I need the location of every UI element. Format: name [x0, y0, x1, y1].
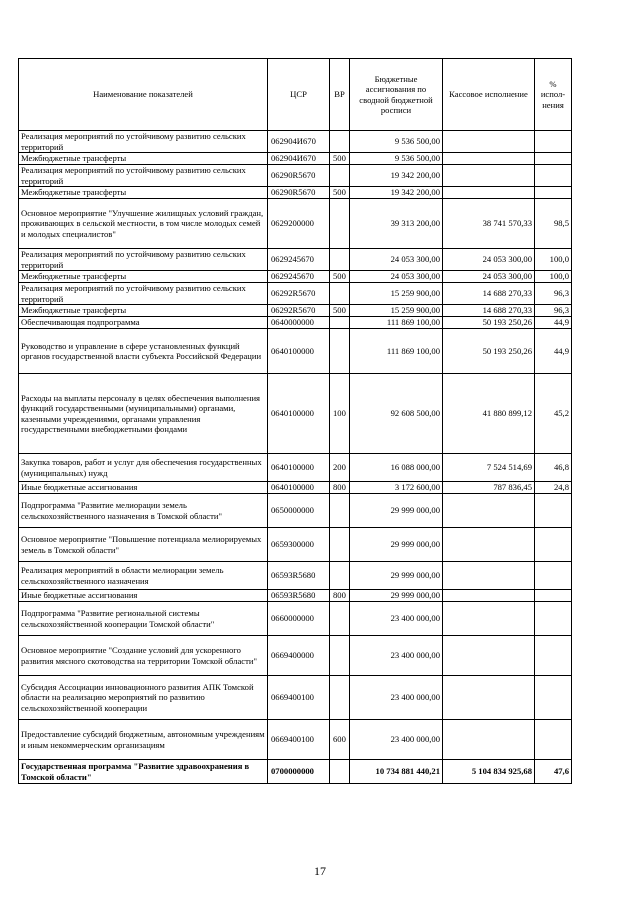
row-csr: 062904И670	[268, 153, 330, 165]
row-percent: 44,9	[535, 329, 572, 374]
row-budget: 9 536 500,00	[350, 131, 443, 153]
row-vr: 200	[330, 454, 350, 482]
row-percent: 98,5	[535, 199, 572, 249]
header-budget: Бюджетные ассигнования по сводной бюджетной росписи	[350, 59, 443, 131]
row-percent	[535, 165, 572, 187]
row-csr: 06292R5670	[268, 283, 330, 305]
row-name: Основное мероприятие "Улучшение жилищных условий граждан, проживающих в сельской местности, в том числе молодых семей и молодых специалистов"	[19, 199, 268, 249]
row-name: Государственная программа "Развитие здравоохранения в Томской области"	[19, 760, 268, 784]
row-csr: 0640100000	[268, 374, 330, 454]
row-budget: 39 313 200,00	[350, 199, 443, 249]
row-name: Обеспечивающая подпрограмма	[19, 317, 268, 329]
budget-execution-table	[18, 58, 572, 784]
row-name: Реализация мероприятий по устойчивому развитию сельских территорий	[19, 249, 268, 271]
row-budget: 23 400 000,00	[350, 602, 443, 636]
row-percent: 44,9	[535, 317, 572, 329]
page-number: 17	[314, 864, 326, 878]
row-percent	[535, 720, 572, 760]
row-cash: 24 053 300,00	[443, 271, 535, 283]
row-percent	[535, 187, 572, 199]
table-row	[19, 454, 572, 482]
row-name: Основное мероприятие "Создание условий для ускоренного развития мясного скотоводства на территории Томской области"	[19, 636, 268, 676]
row-budget: 29 999 000,00	[350, 590, 443, 602]
row-cash	[443, 602, 535, 636]
header-percent: % испол-нения	[535, 59, 572, 131]
row-csr: 0629245670	[268, 271, 330, 283]
row-cash	[443, 131, 535, 153]
row-vr: 600	[330, 720, 350, 760]
row-name: Руководство и управление в сфере установленных функций органов государственной власти субъекта Российской Федерации	[19, 329, 268, 374]
row-vr	[330, 602, 350, 636]
row-budget: 29 999 000,00	[350, 562, 443, 590]
table-row	[19, 482, 572, 494]
row-budget: 29 999 000,00	[350, 494, 443, 528]
row-budget: 9 536 500,00	[350, 153, 443, 165]
row-percent: 47,6	[535, 760, 572, 784]
table-row	[19, 249, 572, 271]
row-cash	[443, 494, 535, 528]
row-percent: 96,3	[535, 283, 572, 305]
row-vr	[330, 199, 350, 249]
row-csr: 0629245670	[268, 249, 330, 271]
row-percent: 46,8	[535, 454, 572, 482]
table-row	[19, 760, 572, 784]
row-budget: 16 088 000,00	[350, 454, 443, 482]
row-csr: 06593R5680	[268, 562, 330, 590]
row-percent	[535, 562, 572, 590]
row-cash	[443, 676, 535, 720]
row-cash	[443, 153, 535, 165]
row-vr: 500	[330, 271, 350, 283]
table-row	[19, 199, 572, 249]
row-csr: 0669400100	[268, 720, 330, 760]
row-vr: 800	[330, 590, 350, 602]
row-vr	[330, 562, 350, 590]
table-row	[19, 562, 572, 590]
table-row	[19, 187, 572, 199]
row-cash: 38 741 570,33	[443, 199, 535, 249]
row-percent	[535, 131, 572, 153]
row-csr: 0669400000	[268, 636, 330, 676]
row-budget: 19 342 200,00	[350, 165, 443, 187]
row-vr	[330, 528, 350, 562]
row-cash: 50 193 250,26	[443, 317, 535, 329]
row-csr: 0659300000	[268, 528, 330, 562]
row-name: Расходы на выплаты персоналу в целях обеспечения выполнения функций государственными (муниципальными) органами, казенными учреждениями, органами управления государственными внебюджетными фондами	[19, 374, 268, 454]
row-vr: 100	[330, 374, 350, 454]
row-budget: 19 342 200,00	[350, 187, 443, 199]
row-name: Межбюджетные трансферты	[19, 271, 268, 283]
row-budget: 15 259 900,00	[350, 305, 443, 317]
row-vr	[330, 283, 350, 305]
row-csr: 062904И670	[268, 131, 330, 153]
row-vr	[330, 329, 350, 374]
table-row	[19, 720, 572, 760]
row-budget: 23 400 000,00	[350, 720, 443, 760]
row-budget: 24 053 300,00	[350, 271, 443, 283]
header-cash: Кассовое исполнение	[443, 59, 535, 131]
row-budget: 111 869 100,00	[350, 329, 443, 374]
row-csr: 0660000000	[268, 602, 330, 636]
row-percent: 100,0	[535, 271, 572, 283]
table-row	[19, 271, 572, 283]
row-name: Основное мероприятие "Повышение потенциала мелиорируемых земель в Томской области"	[19, 528, 268, 562]
row-percent: 24,8	[535, 482, 572, 494]
row-name: Реализация мероприятий в области мелиорации земель сельскохозяйственного назначения	[19, 562, 268, 590]
row-csr: 0640100000	[268, 454, 330, 482]
table-header-row	[19, 59, 572, 131]
row-vr	[330, 494, 350, 528]
row-cash	[443, 720, 535, 760]
row-name: Закупка товаров, работ и услуг для обеспечения государственных (муниципальных) нужд	[19, 454, 268, 482]
row-csr: 0640000000	[268, 317, 330, 329]
table-row	[19, 131, 572, 153]
row-csr: 06292R5670	[268, 305, 330, 317]
row-vr	[330, 317, 350, 329]
row-vr: 800	[330, 482, 350, 494]
table-row	[19, 528, 572, 562]
row-percent	[535, 494, 572, 528]
row-csr: 06290R5670	[268, 165, 330, 187]
table-row	[19, 636, 572, 676]
row-name: Реализация мероприятий по устойчивому развитию сельских территорий	[19, 131, 268, 153]
row-name: Подпрограмма "Развитие региональной системы сельскохозяйственной кооперации Томской области"	[19, 602, 268, 636]
row-cash	[443, 562, 535, 590]
row-budget: 92 608 500,00	[350, 374, 443, 454]
row-percent	[535, 676, 572, 720]
row-vr: 500	[330, 305, 350, 317]
table-row	[19, 305, 572, 317]
row-cash: 14 688 270,33	[443, 283, 535, 305]
row-budget: 23 400 000,00	[350, 676, 443, 720]
row-cash: 24 053 300,00	[443, 249, 535, 271]
table-row	[19, 676, 572, 720]
row-name: Межбюджетные трансферты	[19, 187, 268, 199]
row-percent: 45,2	[535, 374, 572, 454]
row-vr: 500	[330, 187, 350, 199]
row-cash	[443, 636, 535, 676]
row-percent	[535, 590, 572, 602]
row-csr: 06593R5680	[268, 590, 330, 602]
row-csr: 06290R5670	[268, 187, 330, 199]
row-csr: 0640100000	[268, 482, 330, 494]
row-cash: 787 836,45	[443, 482, 535, 494]
row-vr	[330, 760, 350, 784]
table-row	[19, 494, 572, 528]
row-name: Реализация мероприятий по устойчивому развитию сельских территорий	[19, 165, 268, 187]
row-name: Подпрограмма "Развитие мелиорации земель сельскохозяйственного назначения в Томской области"	[19, 494, 268, 528]
table-row	[19, 165, 572, 187]
row-percent: 96,3	[535, 305, 572, 317]
row-vr	[330, 165, 350, 187]
row-cash: 41 880 899,12	[443, 374, 535, 454]
row-budget: 29 999 000,00	[350, 528, 443, 562]
row-name: Межбюджетные трансферты	[19, 153, 268, 165]
row-vr: 500	[330, 153, 350, 165]
table-row	[19, 283, 572, 305]
row-cash	[443, 187, 535, 199]
row-budget: 111 869 100,00	[350, 317, 443, 329]
row-csr: 0669400100	[268, 676, 330, 720]
row-percent	[535, 153, 572, 165]
row-name: Иные бюджетные ассигнования	[19, 590, 268, 602]
row-csr: 0650000000	[268, 494, 330, 528]
row-percent	[535, 528, 572, 562]
row-csr: 0700000000	[268, 760, 330, 784]
row-budget: 23 400 000,00	[350, 636, 443, 676]
header-vr: ВР	[330, 59, 350, 131]
row-name: Реализация мероприятий по устойчивому развитию сельских территорий	[19, 283, 268, 305]
row-vr	[330, 676, 350, 720]
table-row	[19, 590, 572, 602]
row-vr	[330, 249, 350, 271]
header-csr: ЦСР	[268, 59, 330, 131]
row-csr: 0629200000	[268, 199, 330, 249]
row-budget: 15 259 900,00	[350, 283, 443, 305]
row-budget: 3 172 600,00	[350, 482, 443, 494]
row-vr	[330, 636, 350, 676]
row-name: Субсидия Ассоциации инновационного развития АПК Томской области на реализацию мероприятий по развитию сельскохозяйственной кооперации	[19, 676, 268, 720]
table-row	[19, 317, 572, 329]
row-cash: 50 193 250,26	[443, 329, 535, 374]
row-cash: 5 104 834 925,68	[443, 760, 535, 784]
row-cash	[443, 590, 535, 602]
row-percent	[535, 636, 572, 676]
row-name: Предоставление субсидий бюджетным, автономным учреждениям и иным некоммерческим организациям	[19, 720, 268, 760]
row-cash: 14 688 270,33	[443, 305, 535, 317]
row-vr	[330, 131, 350, 153]
budget-table-container	[18, 58, 571, 784]
row-cash	[443, 528, 535, 562]
row-name: Межбюджетные трансферты	[19, 305, 268, 317]
row-cash	[443, 165, 535, 187]
row-budget: 10 734 881 440,21	[350, 760, 443, 784]
row-percent	[535, 602, 572, 636]
table-row	[19, 329, 572, 374]
header-name: Наименование показателей	[19, 59, 268, 131]
row-name: Иные бюджетные ассигнования	[19, 482, 268, 494]
row-csr: 0640100000	[268, 329, 330, 374]
row-percent: 100,0	[535, 249, 572, 271]
table-row	[19, 374, 572, 454]
row-budget: 24 053 300,00	[350, 249, 443, 271]
row-cash: 7 524 514,69	[443, 454, 535, 482]
table-row	[19, 602, 572, 636]
table-row	[19, 153, 572, 165]
